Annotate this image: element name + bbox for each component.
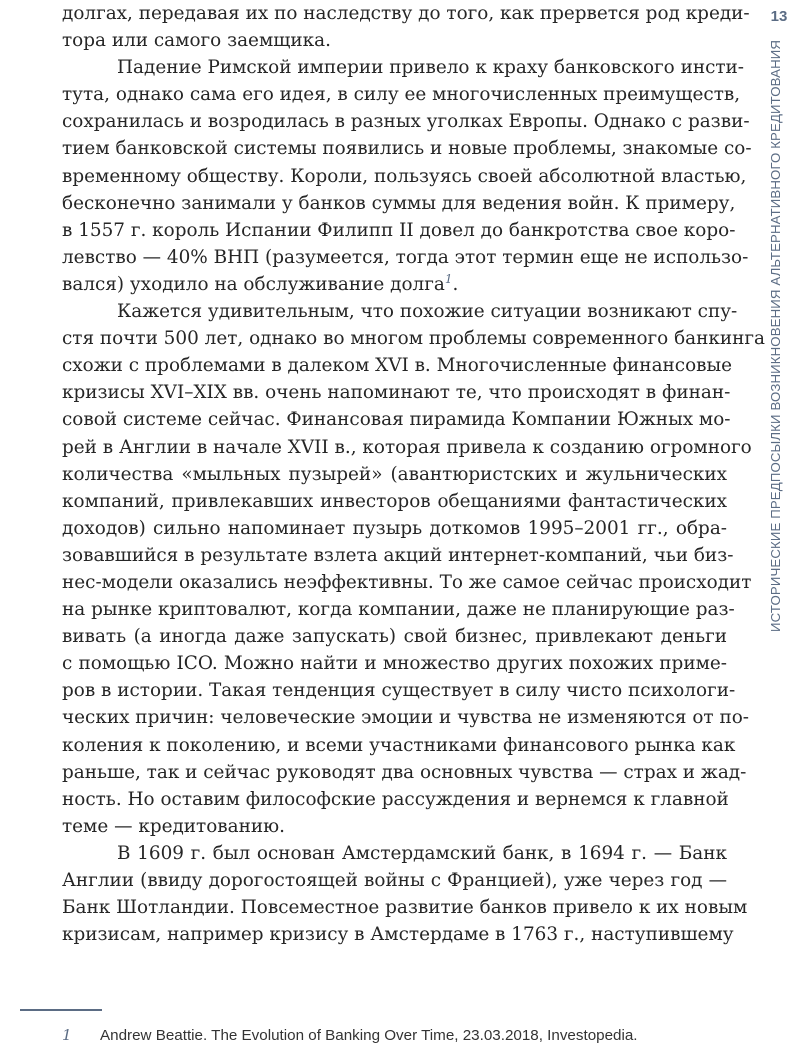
text-line: ров в истории. Такая тенденция существует в силу чисто психологи- xyxy=(62,680,736,702)
text-line: вивать (а иногда даже запускать) свой бизнес, привлекают деньги xyxy=(62,626,727,648)
text-line: бесконечно занимали у банков суммы для ведения войн. К примеру, xyxy=(62,192,736,214)
text-line: зовавшийся в результате взлета акций интернет-компаний, чьи биз- xyxy=(62,544,734,566)
text-line: на рынке криптовалют, когда компании, даже не планирующие раз- xyxy=(62,599,735,621)
text-line: компаний, привлекавших инвесторов обещаниями фантастических xyxy=(62,490,727,512)
text-line: совой системе сейчас. Финансовая пирамида Компании Южных мо- xyxy=(62,409,731,431)
text-line: тута, однако сама его идея, в силу ее многочисленных преимуществ, xyxy=(62,84,741,106)
text-line: с помощью ICO. Можно найти и множество других похожих приме- xyxy=(62,653,727,675)
text-line: нес-модели оказались неэффективны. То же самое сейчас происходит xyxy=(62,571,752,593)
footnote-number: 1 xyxy=(62,1026,72,1044)
text-line: сохранилась и возродилась в разных уголках Европы. Однако с разви- xyxy=(62,111,750,133)
text-line: раньше, так и сейчас руководят два основных чувства — страх и жад- xyxy=(62,761,747,783)
text-line: кризисам, например кризису в Амстердаме в 1763 г., наступившему xyxy=(62,924,734,946)
text-line: временному обществу. Короли, пользуясь своей абсолютной властью, xyxy=(62,165,747,187)
text-line: Кажется удивительным, что похожие ситуации возникают спу- xyxy=(117,301,738,323)
text-line: Англии (ввиду дорогостоящей войны с Францией), уже через год — xyxy=(62,870,727,891)
text-line: стя почти 500 лет, однако во многом проблемы современного банкинга xyxy=(62,328,766,350)
text-line: теме — кредитованию. xyxy=(62,815,285,837)
text-line: доходов) сильно напоминает пузырь доткомов 1995–2001 гг., обра- xyxy=(62,517,727,539)
text-line: левство — 40% ВНП (разумеется, тогда этот термин еще не использо- xyxy=(62,246,749,268)
footnote-divider xyxy=(20,1009,102,1011)
text-line: тора или самого заемщика. xyxy=(62,30,331,52)
footnote xyxy=(62,1026,762,1044)
text-line: коления к поколению, и всеми участниками финансового рынка как xyxy=(62,734,736,756)
text-line: кризисы XVI–XIX вв. очень напоминают те, что происходят в финан- xyxy=(62,382,731,404)
text-line: в 1557 г. король Испании Филипп II довел до банкротства свое коро- xyxy=(62,219,736,241)
text-line: ческих причин: человеческие эмоции и чувства не изменяются от по- xyxy=(62,707,749,729)
text-line: ность. Но оставим философские рассуждения и вернемся к главной xyxy=(62,788,729,810)
text-line: Банк Шотландии. Повсеместное развитие банков привело к их новым xyxy=(62,897,748,919)
page-number: 13 xyxy=(770,8,788,25)
text-line: В 1609 г. был основан Амстердамский банк, в 1694 г. — Банк xyxy=(117,842,727,864)
footnote-text: Andrew Beattie. The Evolution of Banking Over Time, 23.03.2018, Investopedia. xyxy=(100,1027,638,1044)
text-line: количества «мыльных пузырей» (авантюристских и жульнических xyxy=(62,463,727,485)
text-line: долгах, передавая их по наследству до того, как прервется род креди- xyxy=(62,3,750,24)
text-line: тием банковской системы появились и новые проблемы, знакомые со- xyxy=(62,138,752,160)
period: . xyxy=(452,273,459,295)
text-line-with-footnote xyxy=(62,271,727,298)
text-line: Падение Римской империи привело к краху банковского инсти- xyxy=(117,57,745,79)
body-text xyxy=(62,0,766,948)
text-line: схожи с проблемами в далеком XVI в. Многочисленные финансовые xyxy=(62,355,733,377)
running-header: ИСТОРИЧЕСКИЕ ПРЕДПОСЫЛКИ ВОЗНИКНОВЕНИЯ АЛЬТЕРНАТИВНОГО КРЕДИТОВАНИЯ xyxy=(768,40,783,633)
text-line: рей в Англии в начале XVII в., которая привела к созданию огромного xyxy=(62,436,752,458)
footnote-reference[interactable]: 1 xyxy=(444,271,453,286)
text-line-content: вался) уходило на обслуживание долга xyxy=(62,273,445,295)
